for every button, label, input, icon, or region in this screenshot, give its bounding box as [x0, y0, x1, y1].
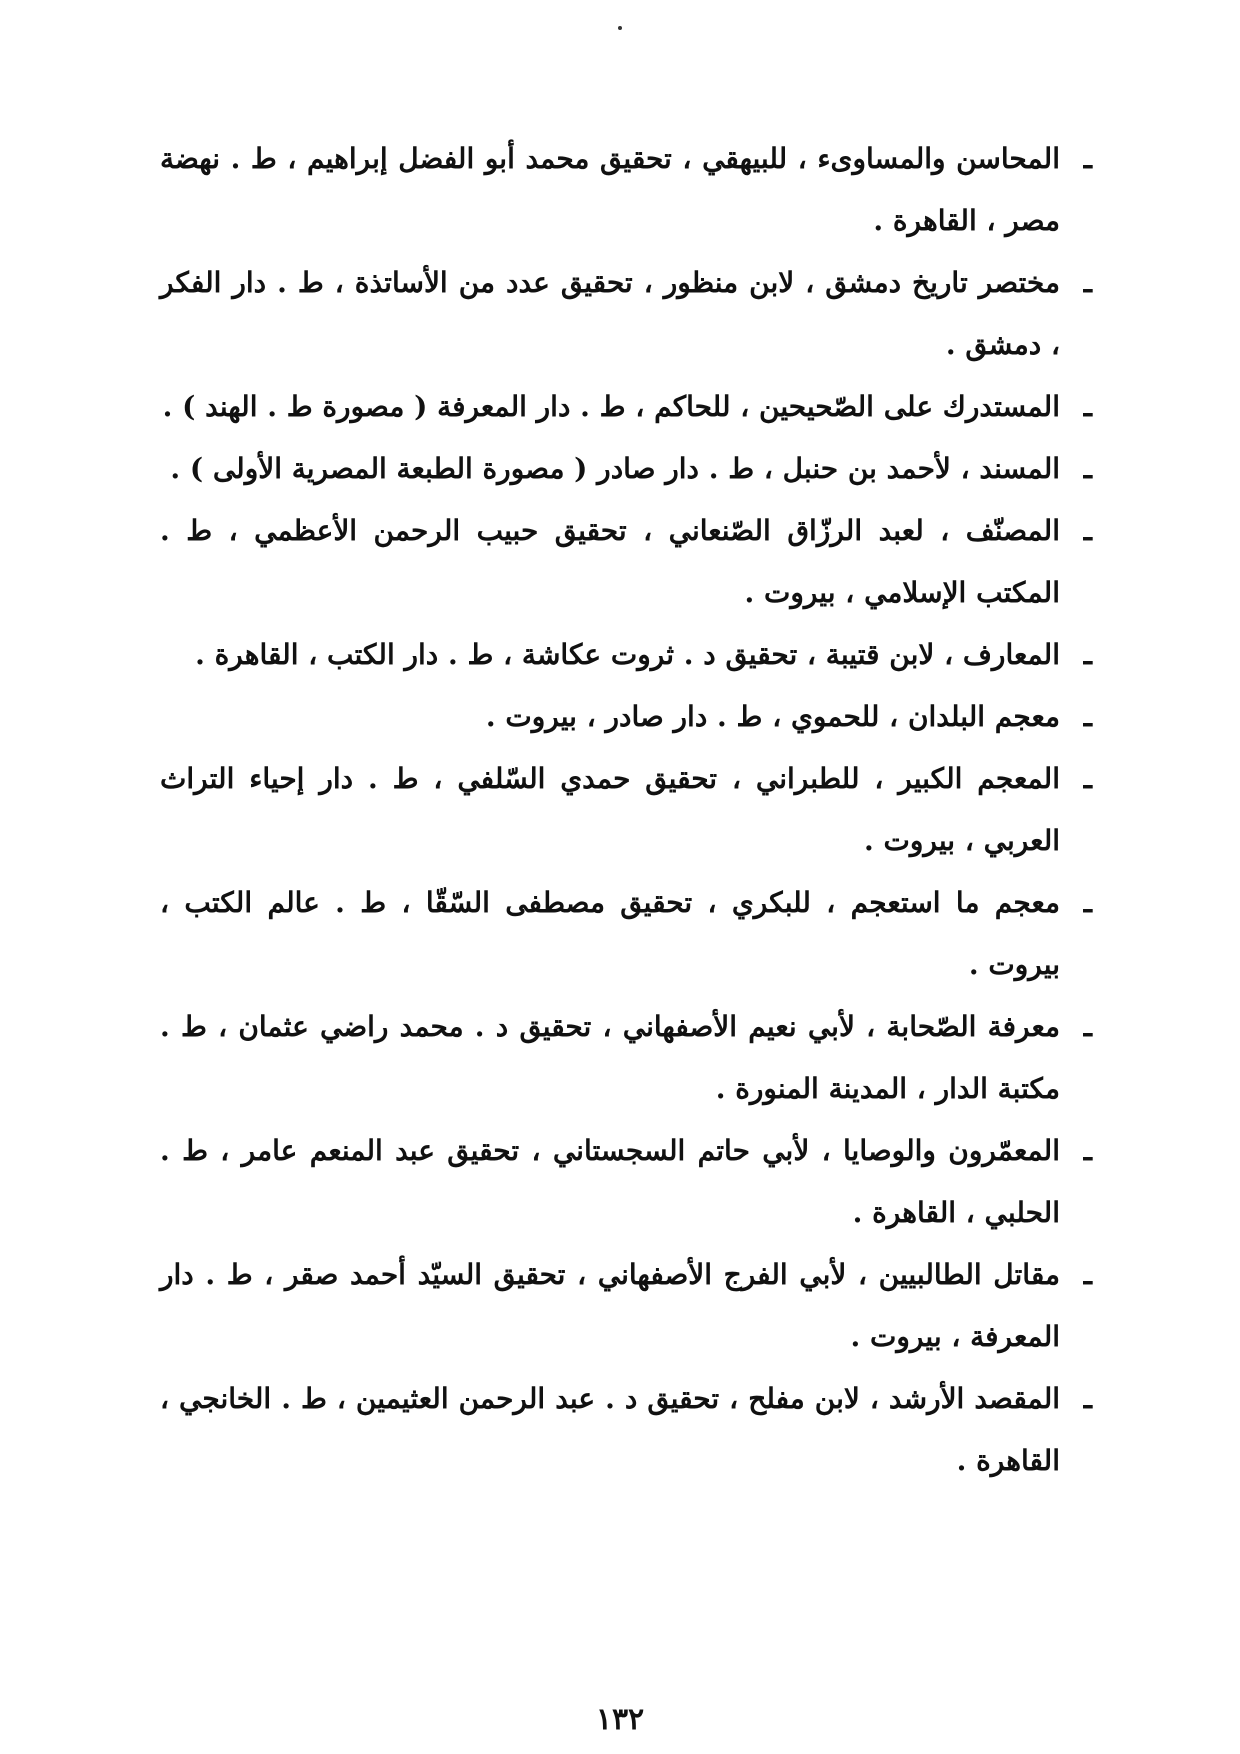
entry-text: المقصد الأرشد ، لابن مفلح ، تحقيق د . عبد الرحمن العثيمين ، ط . الخانجي ، القاهرة .: [160, 1382, 1060, 1477]
entry-text: المصنّف ، لعبد الرزّاق الصّنعاني ، تحقيق حبيب الرحمن الأعظمي ، ط . المكتب الإسلامي ، بيروت .: [160, 514, 1060, 609]
bibliography-entry: [160, 872, 1092, 996]
entry-bullet: ـ: [1083, 1010, 1092, 1043]
bibliography-entry: [160, 128, 1092, 252]
bibliography-entry: [160, 438, 1092, 500]
bibliography-entry: [160, 624, 1092, 686]
entry-text: المعمّرون والوصايا ، لأبي حاتم السجستاني ، تحقيق عبد المنعم عامر ، ط . الحلبي ، القاهرة .: [160, 1134, 1060, 1229]
entry-text: المستدرك على الصّحيحين ، للحاكم ، ط . دار المعرفة ( مصورة ط . الهند ) .: [162, 390, 1060, 423]
entry-text: معرفة الصّحابة ، لأبي نعيم الأصفهاني ، تحقيق د . محمد راضي عثمان ، ط . مكتبة الدار ، المدينة المنورة .: [160, 1010, 1060, 1105]
entry-text: المعجم الكبير ، للطبراني ، تحقيق حمدي السّلفي ، ط . دار إحياء التراث العربي ، بيروت .: [160, 762, 1060, 857]
entry-text: المسند ، لأحمد بن حنبل ، ط . دار صادر ( مصورة الطبعة المصرية الأولى ) .: [170, 452, 1060, 485]
entry-text: معجم البلدان ، للحموي ، ط . دار صادر ، بيروت .: [485, 700, 1060, 733]
entry-text: مقاتل الطالبيين ، لأبي الفرج الأصفهاني ، تحقيق السيّد أحمد صقر ، ط . دار المعرفة ، بيروت .: [160, 1258, 1060, 1353]
entry-bullet: ـ: [1083, 638, 1092, 671]
entry-bullet: ـ: [1083, 886, 1092, 919]
entry-bullet: ـ: [1083, 700, 1092, 733]
bibliography-entry: [160, 686, 1092, 748]
entry-text: معجم ما استعجم ، للبكري ، تحقيق مصطفى السّقّا ، ط . عالم الكتب ، بيروت .: [160, 886, 1060, 981]
entry-bullet: ـ: [1083, 142, 1092, 175]
bibliography-entry: [160, 252, 1092, 376]
entry-bullet: ـ: [1083, 390, 1092, 423]
entry-bullet: ـ: [1083, 452, 1092, 485]
entry-text: المعارف ، لابن قتيبة ، تحقيق د . ثروت عكاشة ، ط . دار الكتب ، القاهرة .: [195, 638, 1060, 671]
bibliography-entry: [160, 376, 1092, 438]
entry-bullet: ـ: [1083, 266, 1092, 299]
entry-text: المحاسن والمساوىء ، للبيهقي ، تحقيق محمد أبو الفضل إبراهيم ، ط . نهضة مصر ، القاهرة .: [160, 142, 1060, 237]
bibliography-entry: [160, 1120, 1092, 1244]
bibliography-entry: [160, 748, 1092, 872]
bibliography-entry: [160, 1368, 1092, 1492]
entry-bullet: ـ: [1083, 514, 1092, 547]
entry-bullet: ـ: [1083, 1382, 1092, 1415]
entry-bullet: ـ: [1083, 1258, 1092, 1291]
bibliography-list: [160, 128, 1092, 1492]
bibliography-entry: [160, 996, 1092, 1120]
bibliography-entry: [160, 1244, 1092, 1368]
bibliography-entry: [160, 500, 1092, 624]
entry-bullet: ـ: [1083, 1134, 1092, 1167]
entry-text: مختصر تاريخ دمشق ، لابن منظور ، تحقيق عدد من الأساتذة ، ط . دار الفكر ، دمشق .: [160, 266, 1060, 361]
top-dot-mark: [618, 26, 622, 30]
page-number: ١٣٢: [595, 1702, 645, 1737]
entry-bullet: ـ: [1083, 762, 1092, 795]
